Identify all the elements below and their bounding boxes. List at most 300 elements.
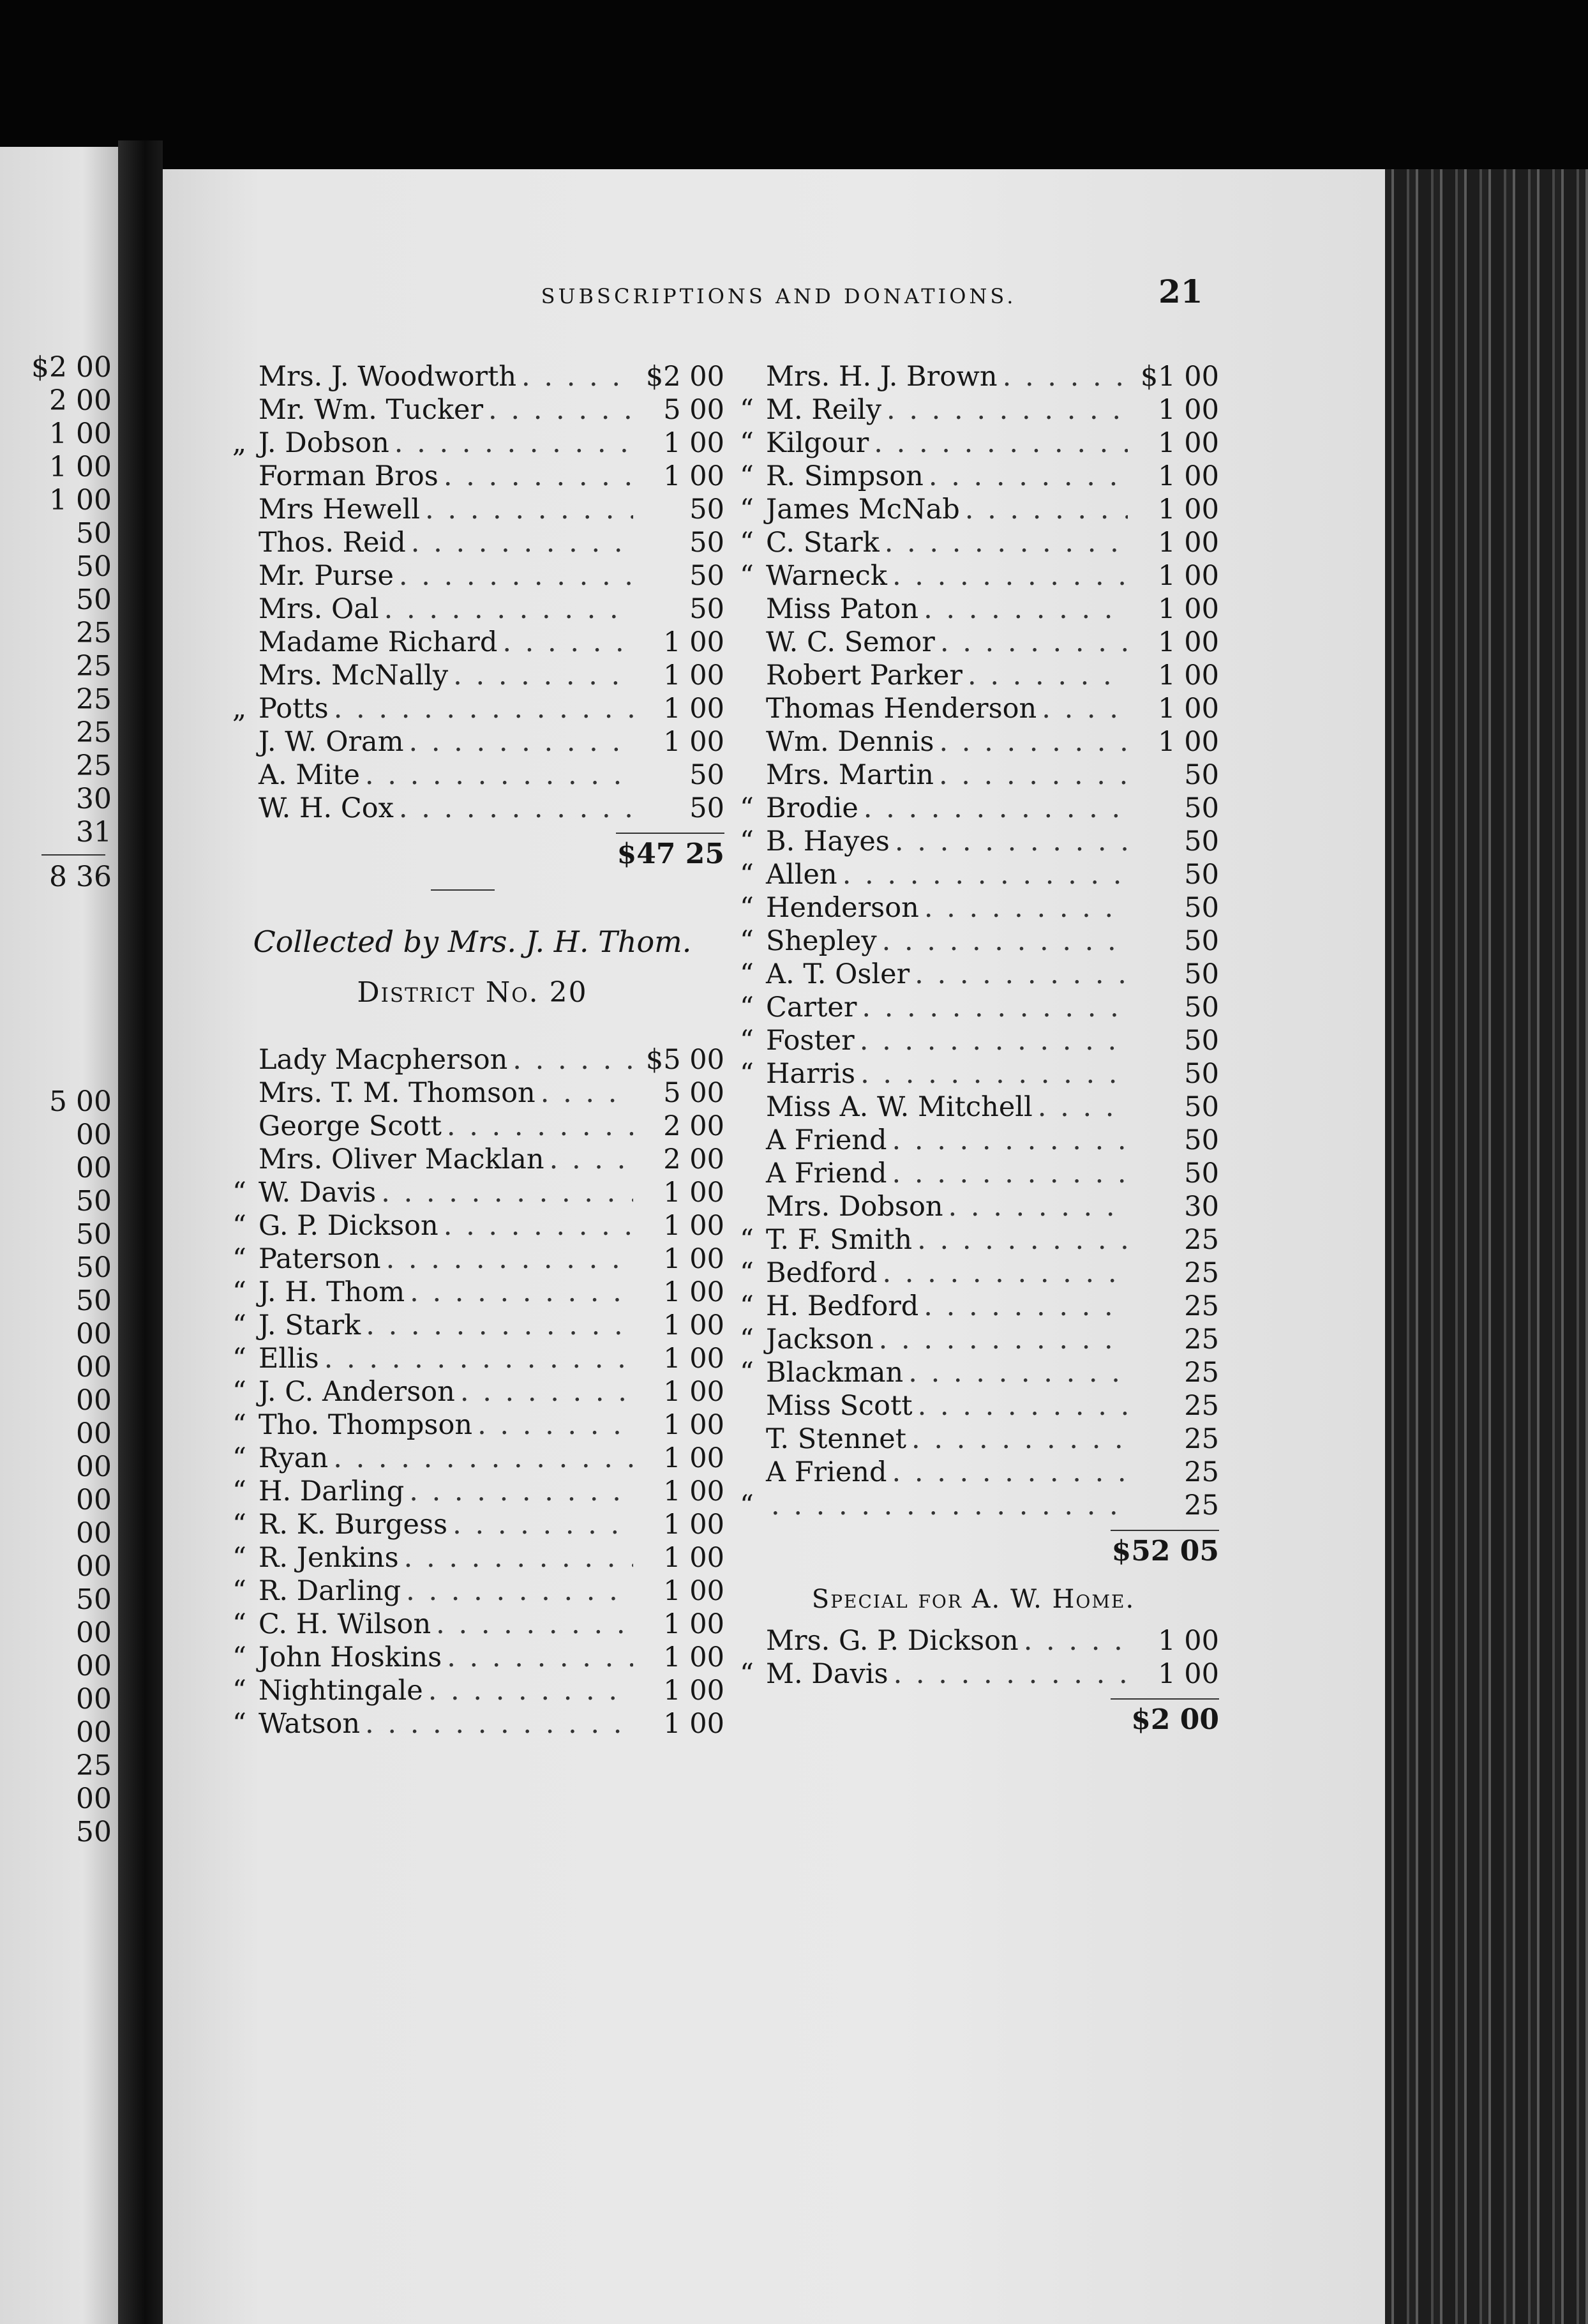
donation-amount: 1 00: [663, 1475, 724, 1507]
donation-amount: 50: [1184, 759, 1219, 791]
donation-amount: 1 00: [663, 460, 724, 492]
donor-name: J. C. Anderson: [258, 1376, 455, 1408]
donation-row: [220, 1143, 724, 1177]
ditto-mark: “: [232, 1210, 246, 1242]
donation-amount: 1 00: [1158, 527, 1219, 559]
donor-name: Ellis: [258, 1343, 319, 1375]
donor-name: M. Reily: [766, 394, 881, 426]
donor-name: John Hoskins: [258, 1641, 442, 1673]
ditto-mark: “: [740, 992, 754, 1023]
left-page-amount: 00: [76, 1617, 112, 1649]
donation-row: [220, 1409, 724, 1442]
donation-amount: 1 00: [663, 726, 724, 758]
dot-leader: [924, 593, 1128, 625]
dot-leader: [488, 394, 633, 426]
donor-name: Harris: [766, 1058, 856, 1090]
donor-name: Bedford: [766, 1257, 878, 1289]
dot-leader: [399, 560, 633, 592]
dot-leader: [541, 1077, 633, 1109]
donation-row: [728, 1058, 1219, 1091]
dot-leader: [324, 1343, 633, 1375]
left-page-amount: 00: [76, 1783, 112, 1815]
donor-name: Miss A. W. Mitchell: [766, 1091, 1033, 1123]
left-page-amount: 00: [76, 1119, 112, 1151]
subtotal-2: $52 05: [728, 1523, 1219, 1567]
ditto-mark: “: [740, 892, 754, 924]
ditto-mark: “: [232, 1276, 246, 1308]
donor-name: J. W. Oram: [258, 726, 404, 758]
donation-row: [728, 792, 1219, 826]
donation-row: [220, 527, 724, 560]
donor-name: Mrs. H. J. Brown: [766, 361, 998, 393]
donation-row: [220, 1376, 724, 1409]
dot-leader: [915, 958, 1128, 990]
left-column: [220, 361, 724, 1741]
left-page-amount: 50: [76, 550, 112, 583]
donor-name: R. K. Burgess: [258, 1509, 448, 1541]
left-page-amount: 25: [76, 683, 112, 716]
donation-amount: 25: [1184, 1456, 1219, 1488]
donor-name: Carter: [766, 992, 857, 1023]
dot-leader: [411, 527, 633, 559]
donation-amount: 25: [1184, 1490, 1219, 1521]
donor-name: Thomas Henderson: [766, 693, 1037, 725]
dot-leader: [521, 361, 633, 393]
donor-name: Miss Paton: [766, 593, 919, 625]
donation-row: [220, 1177, 724, 1210]
left-page-amount: 50: [76, 517, 112, 550]
left-page-amount: 00: [76, 1451, 112, 1483]
dot-leader: [882, 1257, 1128, 1289]
donation-amount: 1 00: [1158, 726, 1219, 758]
left-page-amount: 25: [76, 617, 112, 649]
donation-row: [220, 361, 724, 394]
dot-leader: [892, 1124, 1128, 1156]
ditto-mark: “: [740, 792, 754, 824]
donation-row: [220, 494, 724, 527]
donation-amount: 1 00: [663, 1708, 724, 1740]
donor-name: A Friend: [766, 1124, 887, 1156]
left-page-amount: 00: [76, 1650, 112, 1682]
donor-name: B. Hayes: [766, 826, 890, 857]
dot-leader: [929, 460, 1128, 492]
donation-row: [220, 1708, 724, 1741]
dot-leader: [428, 1675, 633, 1707]
donor-name: Blackman: [766, 1357, 904, 1389]
donation-row: [728, 1091, 1219, 1124]
donation-amount: $2 00: [645, 361, 724, 393]
donor-name: Mrs Hewell: [258, 494, 421, 525]
donation-row: [220, 1608, 724, 1641]
donation-row: [728, 1658, 1219, 1691]
donation-row: [728, 427, 1219, 460]
donation-amount: 50: [1184, 792, 1219, 824]
ditto-mark: “: [232, 1243, 246, 1275]
ditto-mark: “: [232, 1475, 246, 1507]
page-number: 21: [1158, 273, 1203, 310]
donation-amount: 50: [1184, 1124, 1219, 1156]
ditto-mark: “: [740, 1324, 754, 1355]
donor-name: T. Stennet: [766, 1423, 906, 1455]
ditto-mark: “: [740, 826, 754, 857]
donation-row: [220, 394, 724, 427]
donation-amount: 50: [1184, 1091, 1219, 1123]
ditto-mark: “: [232, 1575, 246, 1607]
donor-name: Nightingale: [258, 1675, 423, 1707]
left-page-amount-column: [3, 147, 112, 1849]
donation-amount: 5 00: [663, 394, 724, 426]
donation-amount: 1 00: [663, 1641, 724, 1673]
ditto-mark: “: [740, 1490, 754, 1521]
donor-name: Miss Scott: [766, 1390, 913, 1422]
ditto-mark: “: [232, 1675, 246, 1707]
donation-row: [728, 1158, 1219, 1191]
collector-line: Collected by Mrs. J. H. Thom.: [253, 924, 692, 959]
left-page-amount: 00: [76, 1351, 112, 1384]
ditto-mark: “: [740, 859, 754, 891]
donation-row: [728, 394, 1219, 427]
donation-row: [220, 1509, 724, 1542]
donation-amount: 1 00: [663, 1509, 724, 1541]
left-page-amount: 50: [76, 1583, 112, 1616]
ditto-mark: “: [740, 560, 754, 592]
running-head: SUBSCRIPTIONS AND DONATIONS.: [541, 284, 1017, 308]
dot-leader: [365, 1708, 633, 1740]
donation-amount: 50: [1184, 1025, 1219, 1057]
ditto-mark: “: [740, 527, 754, 559]
donor-name: Henderson: [766, 892, 919, 924]
donation-amount: 1 00: [663, 1376, 724, 1408]
ditto-mark: “: [232, 1442, 246, 1474]
donor-name: A. Mite: [258, 759, 360, 791]
ditto-mark: “: [232, 1708, 246, 1740]
ditto-mark: “: [740, 427, 754, 459]
dot-leader: [771, 1490, 1128, 1521]
donor-name: R. Jenkins: [258, 1542, 399, 1574]
donor-name: Potts: [258, 693, 329, 725]
dot-leader: [895, 826, 1128, 857]
ditto-mark: “: [740, 1290, 754, 1322]
donation-amount: $1 00: [1140, 361, 1219, 393]
dot-leader: [386, 1243, 633, 1275]
donation-row: [728, 660, 1219, 693]
donor-name: H. Darling: [258, 1475, 405, 1507]
dot-leader: [862, 992, 1128, 1023]
donor-name: Jackson: [766, 1324, 874, 1355]
left-page-amount: 25: [76, 1749, 112, 1782]
ditto-mark: „: [232, 693, 247, 725]
dot-leader: [1024, 1625, 1128, 1657]
dot-leader: [939, 759, 1128, 791]
donation-amount: 1 00: [663, 1343, 724, 1375]
donation-row: [728, 1456, 1219, 1490]
dot-leader: [908, 1357, 1128, 1389]
subtotal-1: $47 25: [220, 826, 724, 870]
donor-name: A Friend: [766, 1456, 887, 1488]
dot-leader: [918, 1390, 1128, 1422]
donation-row: [220, 792, 724, 826]
dot-leader: [864, 792, 1128, 824]
donation-row: [220, 759, 724, 792]
ditto-mark: “: [740, 1257, 754, 1289]
donor-name: Mrs. Oliver Macklan: [258, 1143, 544, 1175]
donation-row: [220, 1077, 724, 1110]
left-page-amount: 00: [76, 1683, 112, 1716]
donation-row: [220, 427, 724, 460]
donation-amount: 2 00: [663, 1110, 724, 1142]
donation-amount: 1 00: [663, 1542, 724, 1574]
donor-name: Watson: [258, 1708, 361, 1740]
donation-amount: 1 00: [1158, 693, 1219, 725]
donation-amount: 1 00: [1158, 460, 1219, 492]
donation-row: [728, 693, 1219, 726]
donation-row: [728, 560, 1219, 593]
dot-leader: [502, 626, 633, 658]
donation-row: [220, 1044, 724, 1077]
donation-amount: 50: [1184, 826, 1219, 857]
donor-name: Thos. Reid: [258, 527, 406, 559]
donor-name: Mrs. Oal: [258, 593, 379, 625]
dot-leader: [550, 1143, 633, 1175]
left-page-amount: 30: [76, 783, 112, 815]
ditto-mark: “: [740, 494, 754, 525]
donation-row: [220, 1575, 724, 1608]
donor-name: T. F. Smith: [766, 1224, 913, 1256]
dot-leader: [409, 1475, 633, 1507]
donor-list-2: [220, 1044, 724, 1741]
donation-row: [220, 660, 724, 693]
left-page-amount: 1 00: [49, 451, 112, 483]
ditto-mark: “: [232, 1309, 246, 1341]
dot-leader: [447, 1641, 633, 1673]
donor-name: Mrs. G. P. Dickson: [766, 1625, 1019, 1657]
dot-leader: [924, 892, 1128, 924]
ditto-mark: “: [740, 394, 754, 426]
dot-leader: [882, 925, 1128, 957]
donation-amount: 1 00: [1158, 593, 1219, 625]
donor-name: Ryan: [258, 1442, 329, 1474]
left-page-amount: 1 00: [49, 418, 112, 450]
donation-amount: 25: [1184, 1257, 1219, 1289]
dot-leader: [406, 1575, 633, 1607]
dot-leader: [911, 1423, 1128, 1455]
book-gutter: [118, 140, 163, 2324]
ditto-mark: “: [740, 460, 754, 492]
donation-amount: 1 00: [1158, 626, 1219, 658]
donor-name: Mr. Purse: [258, 560, 394, 592]
left-page-amount: 00: [76, 1318, 112, 1350]
donation-row: [728, 626, 1219, 660]
donation-row: [220, 626, 724, 660]
dot-leader: [939, 726, 1128, 758]
donation-amount: 50: [689, 494, 724, 525]
donation-amount: 50: [689, 527, 724, 559]
dot-leader: [399, 792, 633, 824]
dot-leader: [887, 394, 1128, 426]
page: [163, 169, 1385, 2324]
donation-amount: 5 00: [663, 1077, 724, 1109]
donation-row: [220, 460, 724, 494]
dot-leader: [843, 859, 1128, 891]
donor-name: James McNab: [766, 494, 960, 525]
dot-leader: [425, 494, 633, 525]
dot-leader: [436, 1608, 633, 1640]
donor-name: Paterson: [258, 1243, 381, 1275]
left-page-amount: 50: [76, 1285, 112, 1317]
dot-leader: [334, 693, 633, 725]
left-page-total: 8 36: [49, 861, 112, 893]
special-donor-list: [728, 1625, 1219, 1691]
dot-leader: [460, 1376, 633, 1408]
left-page-amount: 50: [76, 1185, 112, 1218]
ditto-mark: “: [232, 1343, 246, 1375]
section-divider: [431, 889, 495, 891]
donation-amount: 50: [1184, 925, 1219, 957]
dot-leader: [410, 1276, 633, 1308]
dot-leader: [948, 1191, 1128, 1223]
donation-row: [728, 593, 1219, 626]
donation-row: [728, 925, 1219, 958]
dot-leader: [1003, 361, 1128, 393]
left-page-amount: 31: [76, 816, 112, 849]
donor-name: R. Simpson: [766, 460, 924, 492]
donation-row: [728, 494, 1219, 527]
donation-row: [220, 1243, 724, 1276]
donor-name: C. H. Wilson: [258, 1608, 431, 1640]
donation-amount: 50: [689, 792, 724, 824]
donor-name: Shepley: [766, 925, 877, 957]
donation-amount: 25: [1184, 1390, 1219, 1422]
donation-amount: 1 00: [663, 1243, 724, 1275]
dot-leader: [404, 1542, 633, 1574]
donation-amount: 1 00: [1158, 394, 1219, 426]
donor-name: Kilgour: [766, 427, 869, 459]
donation-amount: 30: [1184, 1191, 1219, 1223]
donor-name: A. T. Osler: [766, 958, 910, 990]
donor-name: Foster: [766, 1025, 855, 1057]
donation-amount: 1 00: [663, 626, 724, 658]
donation-amount: 2 00: [663, 1143, 724, 1175]
donation-amount: 25: [1184, 1290, 1219, 1322]
dot-leader: [453, 1509, 633, 1541]
donation-row: [220, 1210, 724, 1243]
dot-leader: [381, 1177, 633, 1209]
donation-amount: 50: [689, 593, 724, 625]
donation-row: [220, 1475, 724, 1509]
dot-leader: [513, 1044, 633, 1076]
dot-leader: [384, 593, 633, 625]
donor-name: Mr. Wm. Tucker: [258, 394, 484, 426]
donation-amount: 1 00: [1158, 1658, 1219, 1690]
donation-amount: $5 00: [645, 1044, 724, 1076]
dot-leader: [444, 460, 633, 492]
dot-leader: [477, 1409, 633, 1441]
donor-name: J. H. Thom: [258, 1276, 405, 1308]
left-page-amount: 00: [76, 1384, 112, 1417]
donation-row: [728, 1290, 1219, 1324]
left-page-rule: [41, 854, 105, 856]
donation-amount: 25: [1184, 1423, 1219, 1455]
ditto-mark: „: [232, 427, 247, 459]
donation-amount: 1 00: [1158, 1625, 1219, 1657]
donation-row: [728, 726, 1219, 759]
dot-leader: [968, 660, 1128, 691]
donation-amount: 1 00: [663, 1210, 724, 1242]
donor-name: W. C. Semor: [766, 626, 935, 658]
dot-leader: [917, 1224, 1128, 1256]
donation-row: [728, 527, 1219, 560]
donor-name: C. Stark: [766, 527, 880, 559]
donor-list-1: [220, 361, 724, 826]
donation-amount: 1 00: [663, 1575, 724, 1607]
donor-name: Warneck: [766, 560, 887, 592]
dot-leader: [333, 1442, 633, 1474]
left-page-amount: 1 00: [49, 484, 112, 517]
dot-leader: [894, 1658, 1128, 1690]
donor-name: Wm. Dennis: [766, 726, 934, 758]
donation-row: [728, 1124, 1219, 1158]
left-page-amount: 5 00: [49, 1085, 112, 1118]
dot-leader: [394, 427, 633, 459]
donation-row: [728, 1625, 1219, 1658]
donation-row: [728, 1224, 1219, 1257]
donation-row: [728, 361, 1219, 394]
dot-leader: [892, 1158, 1128, 1189]
donation-row: [220, 726, 724, 759]
donor-name: H. Bedford: [766, 1290, 919, 1322]
dot-leader: [408, 726, 633, 758]
ditto-mark: “: [740, 1058, 754, 1090]
donation-row: [220, 593, 724, 626]
donation-row: [220, 1542, 724, 1575]
donation-row: [728, 460, 1219, 494]
donation-amount: 1 00: [663, 1276, 724, 1308]
donor-name: W. H. Cox: [258, 792, 394, 824]
left-page-amount: 00: [76, 1550, 112, 1583]
ditto-mark: “: [232, 1641, 246, 1673]
dot-leader: [453, 660, 633, 691]
dot-leader: [447, 1110, 633, 1142]
donation-row: [220, 1110, 724, 1143]
dot-leader: [444, 1210, 633, 1242]
left-page-amount: 00: [76, 1152, 112, 1184]
dot-leader: [1042, 693, 1128, 725]
ditto-mark: “: [232, 1542, 246, 1574]
donor-name: Mrs. Dobson: [766, 1191, 943, 1223]
donor-name: Allen: [766, 859, 837, 891]
donation-amount: 50: [1184, 1058, 1219, 1090]
donation-row: [220, 1675, 724, 1708]
donor-name: R. Darling: [258, 1575, 401, 1607]
donation-amount: 1 00: [1158, 494, 1219, 525]
donation-row: [728, 1390, 1219, 1423]
district-heading: District No. 20: [357, 976, 588, 1009]
dot-leader: [365, 759, 633, 791]
dot-leader: [1038, 1091, 1128, 1123]
left-page-amount: 2 00: [49, 384, 112, 417]
donation-amount: 1 00: [1158, 560, 1219, 592]
donation-amount: 1 00: [663, 427, 724, 459]
donation-amount: 1 00: [663, 1675, 724, 1707]
ditto-mark: “: [232, 1409, 246, 1441]
dot-leader: [879, 1324, 1128, 1355]
donation-amount: 50: [689, 560, 724, 592]
ditto-mark: “: [740, 925, 754, 957]
donor-name: J. Dobson: [258, 427, 389, 459]
left-page-amount: 50: [76, 1816, 112, 1848]
ditto-mark: “: [740, 1357, 754, 1389]
donor-name: Madame Richard: [258, 626, 498, 658]
